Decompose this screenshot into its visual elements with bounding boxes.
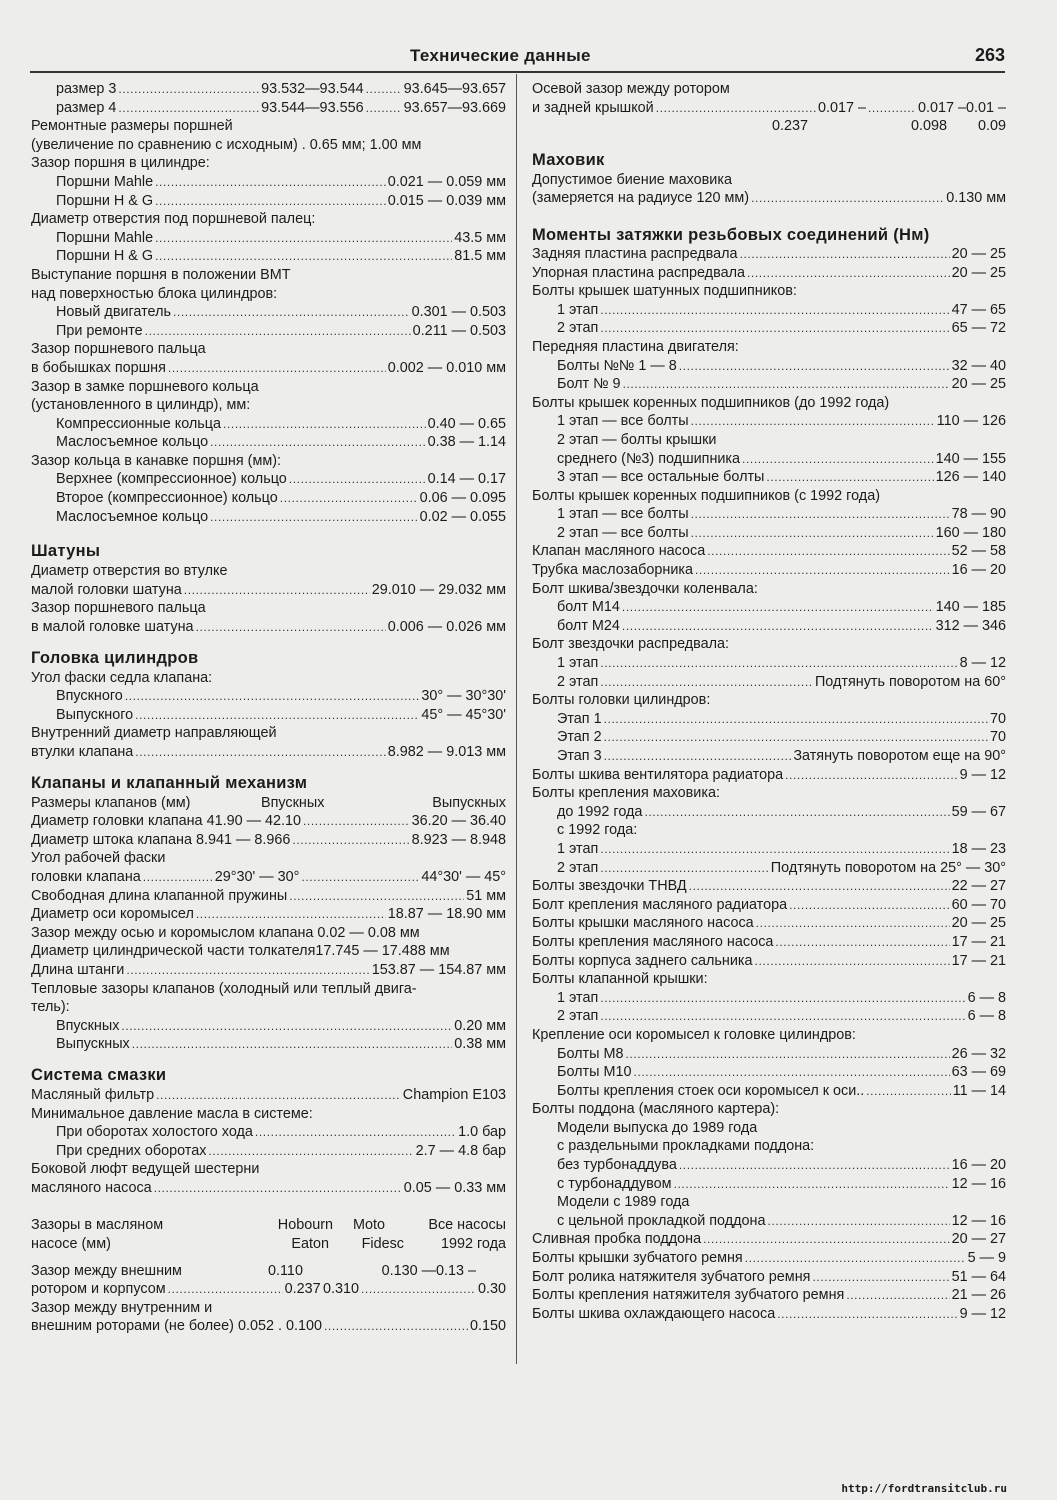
torque-row: Болт ролика натяжителя зубчатого ремня ..... 51 — 64	[532, 1268, 1006, 1287]
spec-text: тель):	[31, 999, 70, 1016]
torque-row: болт М14 ..... 140 — 185	[532, 598, 1006, 617]
spec-row: Второе (компрессионное) кольцо ..... 0.06 — 0.095	[31, 489, 506, 508]
torque-row: Болты крышки зубчатого ремня ..... 5 — 9	[532, 1249, 1006, 1268]
spec-text: Зазор между внутренним и	[31, 1299, 213, 1316]
footer-url: http://fordtransitclub.ru	[841, 1482, 1007, 1495]
torque-row: Болты М8 ..... 26 — 32	[532, 1045, 1006, 1064]
torque-row: Болты поддона (масляного картера):	[532, 1101, 780, 1118]
pump-row: ротором и корпусом ..... 0.237 0.310 ..... 0.30	[31, 1280, 506, 1299]
spec-text: Угол рабочей фаски	[31, 850, 166, 867]
section-title-torque: Моменты затяжки резьбовых соединений (Нм)	[532, 225, 930, 244]
torque-row: Модели выпуска до 1989 года	[557, 1119, 758, 1136]
torque-row: с турбонаддувом ..... 12 — 16	[532, 1175, 1006, 1194]
spec-row: Диаметр головки клапана 41.90 — 42.10 ..... 36.20 — 36.40	[31, 812, 506, 831]
spec-text: Тепловые зазоры клапанов (холодный или теплый двига-	[31, 980, 417, 997]
page-header	[30, 44, 1005, 70]
spec-text: (увеличение по сравнению с исходным) . 0.65 мм; 1.00 мм	[31, 136, 422, 153]
torque-row: Упорная пластина распредвала ..... 20 — 25	[532, 264, 1006, 283]
spec-row: в малой головке шатуна ..... 0.006 — 0.026 мм	[31, 618, 506, 637]
spec-row: Впускных ..... 0.20 мм	[31, 1017, 506, 1036]
valve-table-head: Размеры клапанов (мм) Впускных Выпускных	[31, 794, 506, 811]
torque-row: Передняя пластина двигателя:	[532, 338, 739, 355]
spec-row: Диаметр оси коромысел ..... 18.87 — 18.90 мм	[31, 905, 506, 924]
torque-row: 1 этап ..... 47 — 65	[532, 301, 1006, 320]
spec-row: При ремонте ..... 0.211 — 0.503	[31, 322, 506, 341]
column-divider	[516, 74, 517, 1364]
torque-row: 1 этап — все болты ..... 110 — 126	[532, 412, 1006, 431]
spec-text: (установленного в цилиндр), мм:	[31, 397, 251, 414]
torque-row: 2 этап ..... Подтянуть поворотом на 25° — 30°	[532, 859, 1006, 878]
spec-row: Диаметр штока клапана 8.941 — 8.966 ..... 8.923 — 8.948	[31, 831, 506, 850]
torque-row: Болт звездочки распредвала:	[532, 636, 730, 653]
torque-row: до 1992 года ..... 59 — 67	[532, 803, 1006, 822]
torque-row: Этап 3 ..... Затянуть поворотом еще на 90°	[532, 747, 1006, 766]
pump-table-head: Зазоры в масляном Hobourn Moto Все насосы	[31, 1217, 506, 1234]
torque-row: Болты крепления натяжителя зубчатого ремня ..... 21 — 26	[532, 1286, 1006, 1305]
spec-row: масляного насоса ..... 0.05 — 0.33 мм	[31, 1179, 506, 1198]
torque-row: Болты крышек коренных подшипников (до 1992 года)	[532, 394, 890, 411]
pump-table-head: насосе (мм) Eaton Fidesc 1992 года	[31, 1236, 506, 1253]
spec-row: Выпускных ..... 0.38 мм	[31, 1035, 506, 1054]
spec-text: Зазор кольца в канавке поршня (мм):	[31, 452, 282, 469]
right-column	[532, 80, 1006, 1323]
torque-row: 2 этап — болты крышки	[557, 431, 717, 448]
spec-row: Маслосъемное кольцо ..... 0.02 — 0.055	[31, 508, 506, 527]
torque-row: Этап 1 ..... 70	[532, 710, 1006, 729]
torque-row: 2 этап ..... 6 — 8	[532, 1007, 1006, 1026]
torque-row: Модели с 1989 года	[557, 1194, 690, 1211]
torque-row: 1 этап ..... 6 — 8	[532, 989, 1006, 1008]
page-title: Технические данные	[410, 46, 591, 65]
spec-text: Диаметр отверстия под поршневой палец:	[31, 211, 316, 228]
spec-text: Зазор в замке поршневого кольца	[31, 378, 259, 395]
section-title-head: Головка цилиндров	[31, 648, 199, 667]
header-rule	[30, 71, 1005, 73]
spec-row: Масляный фильтр ..... Champion E103	[31, 1086, 506, 1105]
torque-row: 2 этап — все болты ..... 160 — 180	[532, 524, 1006, 543]
spec-text: Минимальное давление масла в системе:	[31, 1105, 313, 1122]
torque-row: Болты шкива охлаждающего насоса ..... 9 — 12	[532, 1305, 1006, 1324]
torque-row: среднего (№3) подшипника ..... 140 — 155	[532, 450, 1006, 469]
spec-row: размер 3 ..... 93.532—93.544 ..... 93.645—93.657	[31, 80, 506, 99]
spec-row: Поршни H & G ..... 0.015 — 0.039 мм	[31, 192, 506, 211]
spec-row: Новый двигатель ..... 0.301 — 0.503	[31, 303, 506, 322]
torque-row: Болты №№ 1 — 8 ..... 32 — 40	[532, 357, 1006, 376]
spec-row: Поршни Mahle ..... 43.5 мм	[31, 229, 506, 248]
torque-row: 1 этап ..... 18 — 23	[532, 840, 1006, 859]
spec-row: Верхнее (компрессионное) кольцо ..... 0.14 — 0.17	[31, 470, 506, 489]
spec-row: малой головки шатуна ..... 29.010 — 29.032 мм	[31, 581, 506, 600]
torque-row: Крепление оси коромысел к головке цилиндров:	[532, 1026, 856, 1043]
torque-row: Болты крепления маховика:	[532, 785, 720, 802]
pump-row: Зазор между внешним 0.110 0.130 —0.13 –	[31, 1262, 476, 1279]
spec-row: Длина штанги ..... 153.87 — 154.87 мм	[31, 961, 506, 980]
spec-text: Выступание поршня в положении ВМТ	[31, 266, 291, 283]
spec-text: Диаметр отверстия во втулке	[31, 563, 228, 580]
torque-row: Болты корпуса заднего сальника ..... 17 — 21	[532, 952, 1006, 971]
torque-row: Трубка маслозаборника ..... 16 — 20	[532, 561, 1006, 580]
torque-row: Болты шкива вентилятора радиатора ..... 9 — 12	[532, 766, 1006, 785]
spec-row: Компрессионные кольца ..... 0.40 — 0.65	[31, 415, 506, 434]
torque-row: болт М24 ..... 312 — 346	[532, 617, 1006, 636]
spec-text: Боковой люфт ведущей шестерни	[31, 1161, 260, 1178]
pump-row: внешним роторами (не более) 0.052 . 0.100 ..... 0.150	[31, 1317, 506, 1336]
torque-row: Болты крышек коренных подшипников (с 1992 года)	[532, 487, 880, 504]
torque-row: Болт крепления масляного радиатора ..... 60 — 70	[532, 896, 1006, 915]
spec-text: над поверхностью блока цилиндров:	[31, 285, 278, 302]
spec-row: Свободная длина клапанной пружины ..... 51 мм	[31, 887, 506, 906]
page-number: 263	[974, 45, 1005, 65]
spec-row: и задней крышкой ..... 0.017 – ..... 0.017 –0.01 –	[532, 99, 1006, 118]
spec-row: втулки клапана ..... 8.982 — 9.013 мм	[31, 743, 506, 762]
torque-row: с 1992 года:	[557, 822, 638, 839]
section-title-flywheel: Маховик	[532, 150, 605, 169]
torque-row: Клапан масляного насоса ..... 52 — 58	[532, 542, 1006, 561]
spec-row: Впускного ..... 30° — 30°30'	[31, 687, 506, 706]
spec-row: размер 4 ..... 93.544—93.556 ..... 93.657—93.669	[31, 99, 506, 118]
torque-row: без турбонаддува ..... 16 — 20	[532, 1156, 1006, 1175]
torque-row: 3 этап — все остальные болты ..... 126 — 140	[532, 468, 1006, 487]
section-title-lube: Система смазки	[31, 1065, 167, 1084]
spec-row: (замеряется на радиусе 120 мм) ..... 0.130 мм	[532, 189, 1006, 208]
torque-row: 1 этап ..... 8 — 12	[532, 654, 1006, 673]
left-column	[31, 80, 506, 1336]
torque-row: Болты крышки масляного насоса ..... 20 — 25	[532, 914, 1006, 933]
spec-row: Диаметр цилиндрической части толкателя 17.745 — 17.488 мм	[31, 943, 450, 960]
spec-row: Выпускного ..... 45° — 45°30'	[31, 706, 506, 725]
torque-row: Болты крышек шатунных подшипников:	[532, 283, 797, 300]
spec-text: Угол фаски седла клапана:	[31, 669, 213, 686]
spec-row: Зазор между осью и коромыслом клапана 0.02 — 0.08 мм	[31, 924, 420, 941]
torque-row: Болт № 9 ..... 20 — 25	[532, 375, 1006, 394]
spec-text: Зазор поршня в цилиндре:	[31, 155, 210, 172]
spec-row: в бобышках поршня ..... 0.002 — 0.010 мм	[31, 359, 506, 378]
spec-row: головки клапана ..... 29°30' — 30° ..... 44°30' — 45°	[31, 868, 506, 887]
torque-row: Болт шкива/звездочки коленвала:	[532, 580, 758, 597]
spec-text: Зазор поршневого пальца	[31, 600, 206, 617]
torque-list	[532, 245, 1006, 1323]
spec-text: Ремонтные размеры поршней	[31, 118, 233, 135]
torque-row: Болты звездочки ТНВД ..... 22 — 27	[532, 877, 1006, 896]
spec-row: Маслосъемное кольцо ..... 0.38 — 1.14	[31, 433, 506, 452]
torque-row: Болты головки цилиндров:	[532, 692, 711, 709]
torque-row: 2 этап ..... Подтянуть поворотом на 60°	[532, 673, 1006, 692]
spec-row: При оборотах холостого хода ..... 1.0 бар	[31, 1123, 506, 1142]
torque-row: 1 этап — все болты ..... 78 — 90	[532, 505, 1006, 524]
torque-row: с цельной прокладкой поддона ..... 12 — 16	[532, 1212, 1006, 1231]
torque-row: Болты крепления стоек оси коромысел к оси.. ..... 11 — 14	[532, 1082, 1006, 1101]
spec-text: Зазор поршневого пальца	[31, 341, 206, 358]
torque-row: с раздельными прокладками поддона:	[557, 1138, 815, 1155]
torque-row: Болты клапанной крышки:	[532, 971, 708, 988]
spec-text: Осевой зазор между ротором	[532, 81, 730, 97]
torque-row: Этап 2 ..... 70	[532, 728, 1006, 747]
torque-row: Сливная пробка поддона ..... 20 — 27	[532, 1230, 1006, 1249]
torque-row: Задняя пластина распредвала ..... 20 — 25	[532, 245, 1006, 264]
spec-row: Поршни H & G ..... 81.5 мм	[31, 247, 506, 266]
spec-row: При средних оборотах ..... 2.7 — 4.8 бар	[31, 1142, 506, 1161]
spec-text: Допустимое биение маховика	[532, 171, 732, 188]
spec-text: Внутренний диаметр направляющей	[31, 725, 277, 742]
spec-row: 0.237 0.098 0.09	[772, 118, 1006, 135]
section-title-rods: Шатуны	[31, 542, 101, 561]
torque-row: Болты М10 ..... 63 — 69	[532, 1063, 1006, 1082]
torque-row: Болты крепления масляного насоса ..... 17 — 21	[532, 933, 1006, 952]
section-title-valves: Клапаны и клапанный механизм	[31, 773, 308, 792]
torque-row: 2 этап ..... 65 — 72	[532, 319, 1006, 338]
spec-row: Поршни Mahle ..... 0.021 — 0.059 мм	[31, 173, 506, 192]
